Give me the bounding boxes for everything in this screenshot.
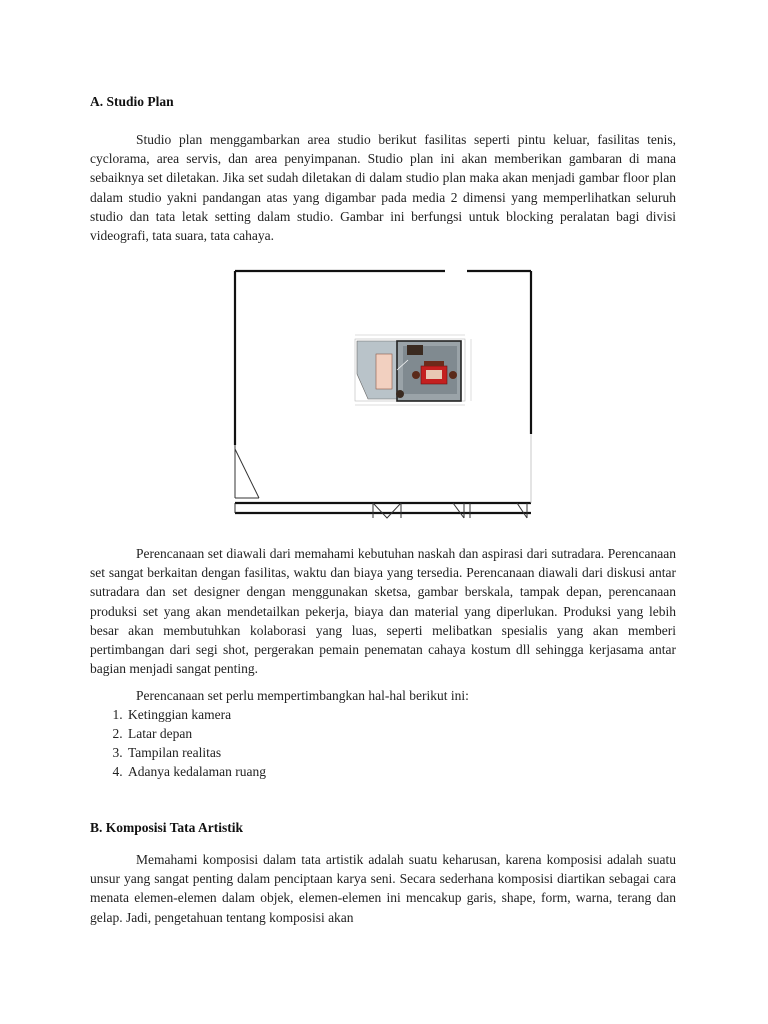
bottom-doors: [235, 503, 527, 518]
considerations-list: [90, 705, 266, 781]
section-a-heading: A. Studio Plan: [90, 94, 174, 109]
studio-floor-plan-figure: [225, 262, 545, 528]
list-item: 2. Latar depan: [126, 724, 266, 743]
side-door: [235, 445, 259, 498]
section-a-planning-paragraph: Perencanaan set diawali dari memahami kebutuhan naskah dan aspirasi dari sutradara. Perencanaan set sangat berkaitan dengan fasilitas, waktu dan biaya yang tersedia. Perencanaan diawali dari diskusi antar sutradara dan set designer dengan menggunakan sketsa, gambar berskala, tampak depan, perencanaan produksi set yang akan mendetailkan pekerja, biaya dan material yang diperlukan. Produksi yang lebih besar akan membutuhkan kolaborasi yang luas, seperti melibatkan spesialis yang akan memberi pertimbangan dari segi shot, pergerakan pemain penematan cahaya kostum dll sehingga kerjasama antar bagian menjadi sangat penting.: [90, 546, 676, 677]
section-b-heading: B. Komposisi Tata Artistik: [90, 820, 244, 835]
list-item: 1. Ketinggian kamera: [126, 705, 266, 724]
section-a-paragraph: Studio plan menggambarkan area studio berikut fasilitas seperti pintu keluar, fasilitas tenis, cyclorama, area servis, dan area penyimpanan. Studio plan ini akan memberikan gambaran di mana sebaiknya set diletakan. Jika set sudah diletakan di dalam studio plan maka akan menjadi gambar floor plan dalam studio yakni pandangan atas yang digambar pada media 2 dimensi yang memperlihatkan seluruh studio dan tata letak setting dalam studio. Gambar ini berfungsi untuk blocking peralatan bagi divisi videografi, tata suara, tata cahaya.: [90, 132, 676, 244]
list-item: 3. Tampilan realitas: [126, 743, 266, 762]
considerations-intro: Perencanaan set perlu mempertimbangkan hal-hal berikut ini:: [136, 688, 469, 703]
section-b-paragraph: Memahami komposisi dalam tata artistik adalah suatu keharusan, karena komposisi adalah suatu unsur yang sangat penting dalam penciptaan karya seni. Secara sederhana komposisi diartikan sebagai cara menata elemen-elemen dalam objek, elemen-elemen ini mencakup garis, shape, form, warna, terang dan gelap. Jadi, pengetahuan tentang komposisi akan: [90, 852, 676, 925]
set-floor-plan: [355, 335, 471, 405]
list-item: 4. Adanya kedalaman ruang: [126, 762, 266, 781]
